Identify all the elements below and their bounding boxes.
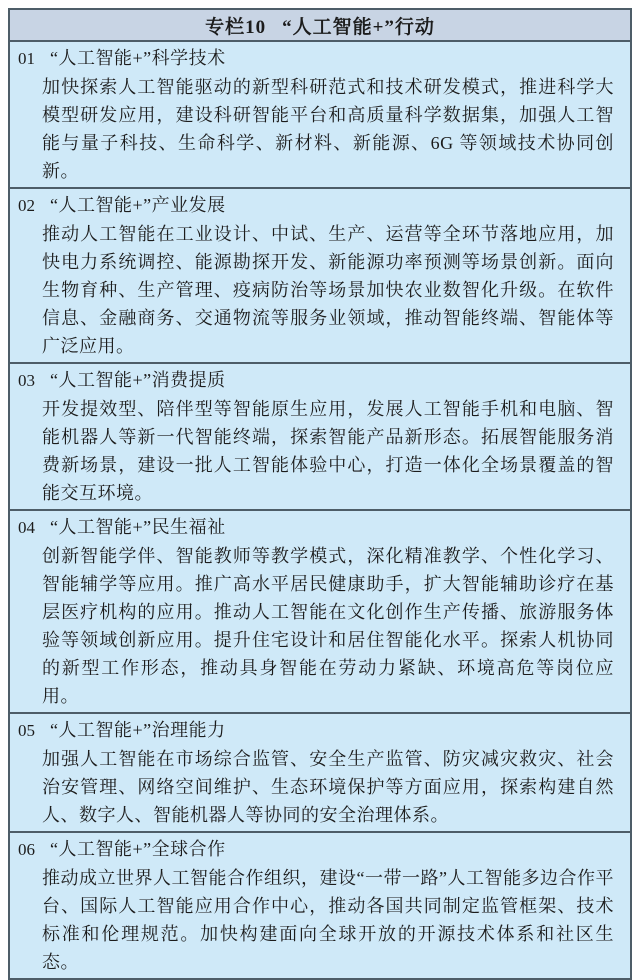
section-02-title: “人工智能+”产业发展 bbox=[50, 195, 226, 215]
section-02-heading bbox=[10, 191, 630, 220]
section-04-number: 04 bbox=[18, 518, 35, 537]
section-05-title: “人工智能+”治理能力 bbox=[50, 720, 226, 740]
section-03-body: 开发提效型、陪伴型等智能原生应用，发展人工智能手机和电脑、智能机器人等新一代智能终端，探索智能产品新形态。拓展智能服务消费新场景，建设一批人工智能体验中心，打造一体化全场景覆盖的智能交互环境。 bbox=[42, 399, 614, 503]
box-header bbox=[10, 10, 630, 42]
section-03-heading bbox=[10, 366, 630, 395]
ai-plus-action-box bbox=[8, 8, 632, 980]
section-06-title: “人工智能+”全球合作 bbox=[50, 839, 226, 859]
box-header-title: “人工智能+”行动 bbox=[282, 16, 435, 38]
section-01-number: 01 bbox=[18, 49, 35, 68]
section-06-heading bbox=[10, 835, 630, 864]
section-04-title: “人工智能+”民生福祉 bbox=[50, 517, 226, 537]
box-header-label: 专栏10 bbox=[205, 16, 267, 38]
section-01 bbox=[10, 42, 630, 189]
section-06 bbox=[10, 833, 630, 978]
section-05 bbox=[10, 714, 630, 833]
section-06-number: 06 bbox=[18, 840, 35, 859]
section-03 bbox=[10, 364, 630, 511]
section-04 bbox=[10, 511, 630, 714]
section-06-body: 推动成立世界人工智能合作组织，建设“一带一路”人工智能多边合作平台、国际人工智能应用合作中心，推动各国共同制定监管框架、技术标准和伦理规范。加快构建面向全球开放的开源技术体系和社区生态。 bbox=[42, 868, 614, 972]
section-03-title: “人工智能+”消费提质 bbox=[50, 370, 226, 390]
section-04-body: 创新智能学伴、智能教师等教学模式，深化精准教学、个性化学习、智能辅学等应用。推广高水平居民健康助手，扩大智能辅助诊疗在基层医疗机构的应用。推动人工智能在文化创作生产传播、旅游服务体验等领域创新应用。提升住宅设计和居住智能化水平。探索人机协同的新型工作形态，推动具身智能在劳动力紧缺、环境高危等岗位应用。 bbox=[42, 546, 614, 706]
section-05-heading bbox=[10, 716, 630, 745]
section-01-heading bbox=[10, 44, 630, 73]
section-05-number: 05 bbox=[18, 721, 35, 740]
section-03-number: 03 bbox=[18, 371, 35, 390]
section-01-body: 加快探索人工智能驱动的新型科研范式和技术研发模式，推进科学大模型研发应用，建设科研智能平台和高质量科学数据集，加强人工智能与量子科技、生命科学、新材料、新能源、6G 等领域技术协同创新。 bbox=[42, 77, 614, 181]
section-02-body: 推动人工智能在工业设计、中试、生产、运营等全环节落地应用，加快电力系统调控、能源勘探开发、新能源功率预测等场景创新。面向生物育种、生产管理、疫病防治等场景加快农业数智化升级。在软件信息、金融商务、交通物流等服务业领域，推动智能终端、智能体等广泛应用。 bbox=[42, 224, 614, 356]
section-01-title: “人工智能+”科学技术 bbox=[50, 48, 226, 68]
section-05-body: 加强人工智能在市场综合监管、安全生产监管、防灾减灾救灾、社会治安管理、网络空间维护、生态环境保护等方面应用，探索构建自然人、数字人、智能机器人等协同的安全治理体系。 bbox=[42, 749, 614, 825]
section-02-number: 02 bbox=[18, 196, 35, 215]
section-04-heading bbox=[10, 513, 630, 542]
section-02 bbox=[10, 189, 630, 364]
